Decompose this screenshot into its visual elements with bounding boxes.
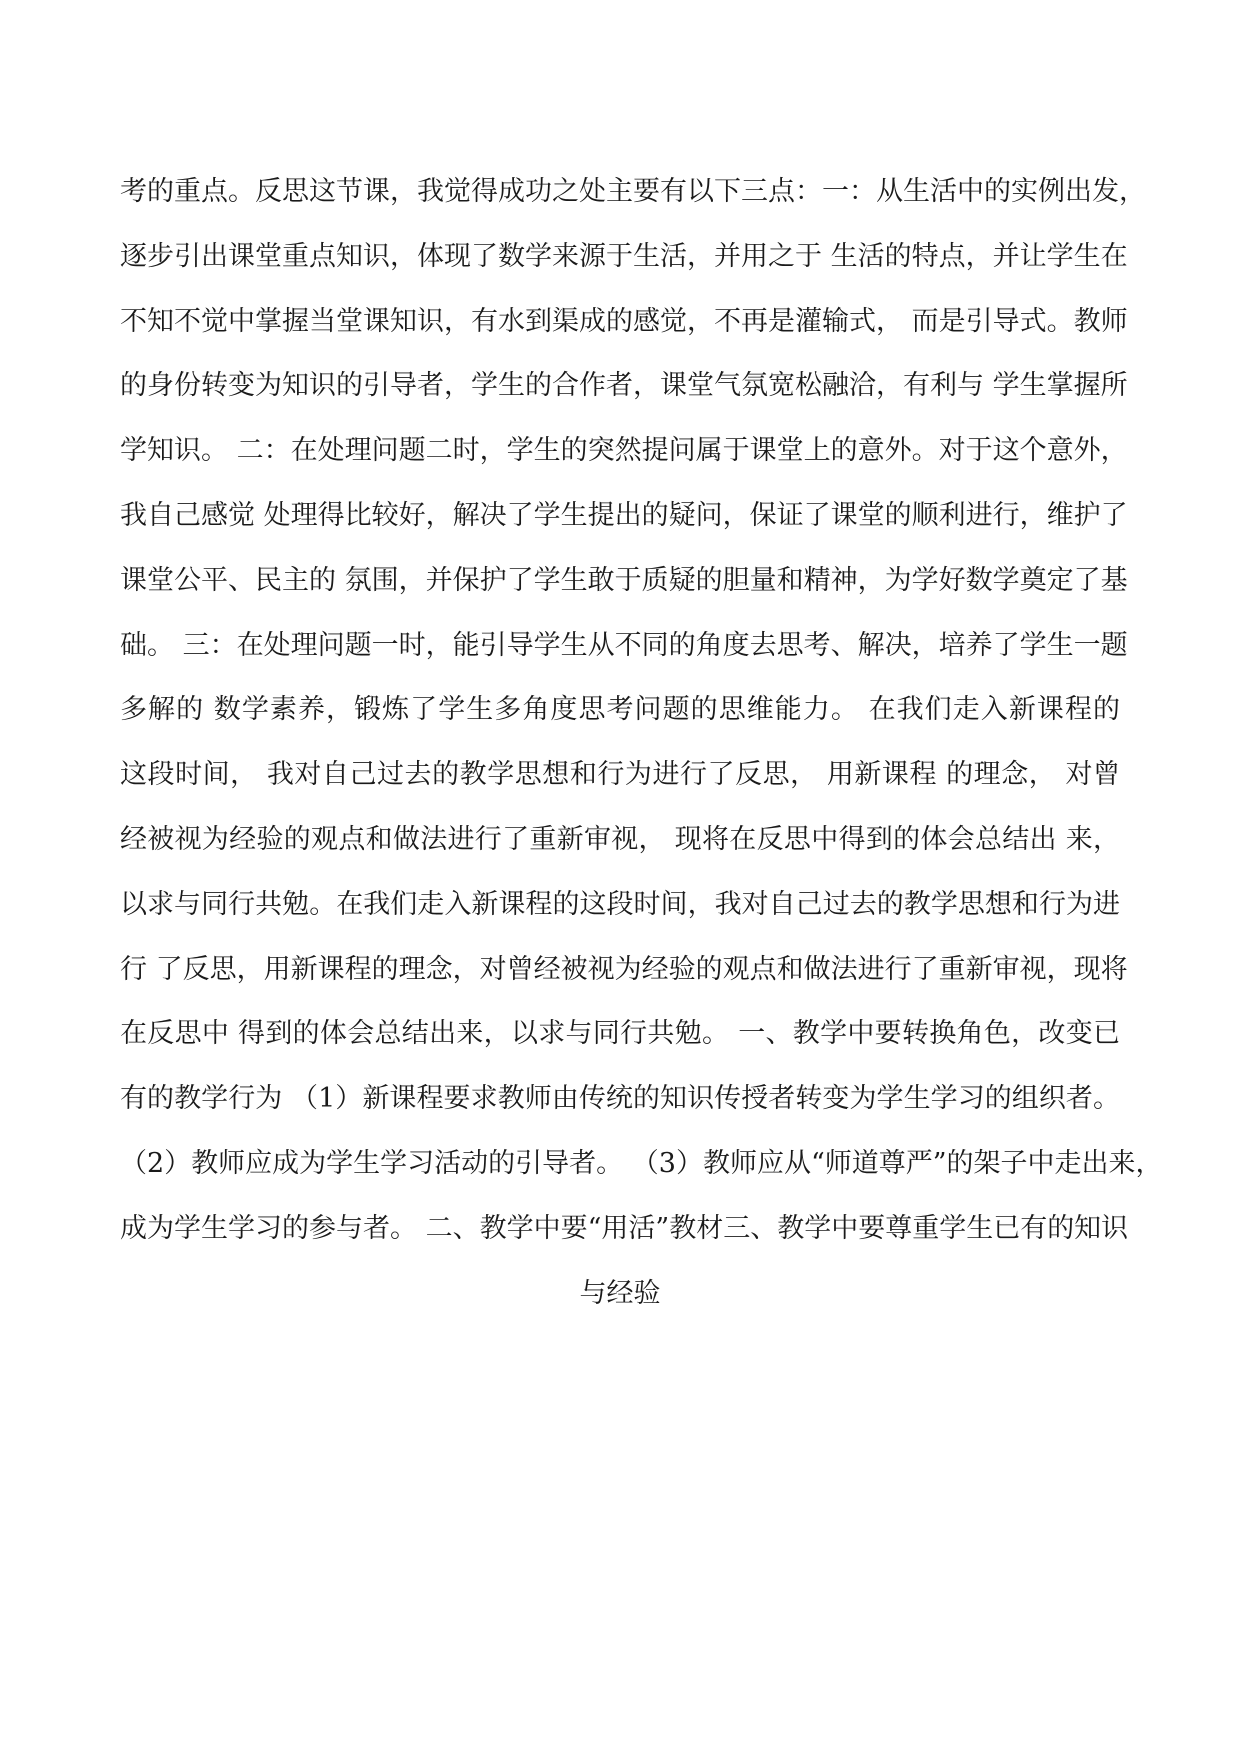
text-line-2: 逐步引出课堂重点知识，体现了数学来源于生活，并用之于 生活的特点，并让学生在	[120, 240, 1128, 272]
text-line-1: 考的重点。反思这节课，我觉得成功之处主要有以下三点：一：从生活中的实例出发，	[120, 176, 1146, 207]
text-line-12: 以求与同行共勉。在我们走入新课程的这段时间，我对自己过去的教学思想和行为进	[120, 888, 1120, 920]
text-line-16: （2）教师应成为学生学习活动的引导者。 （3）教师应从“师道尊严”的架子中走出来，	[120, 1147, 1163, 1179]
text-line-10: 这段时间， 我对自己过去的教学思想和行为进行了反思， 用新课程 的理念， 对曾	[120, 759, 1120, 791]
text-line-3: 不知不觉中掌握当堂课知识，有水到渠成的感觉，不再是灌输式， 而是引导式。教师	[120, 305, 1128, 337]
body-text	[120, 160, 1163, 1326]
text-line-17: 成为学生学习的参与者。 二、教学中要“用活”教材三、教学中要尊重学生已有的知识	[120, 1212, 1129, 1244]
text-line-5: 学知识。 二：在处理问题二时，学生的突然提问属于课堂上的意外。对于这个意外，	[120, 435, 1128, 467]
text-line-7: 课堂公平、民主的 氛围，并保护了学生敢于质疑的胆量和精神，为学好数学奠定了基	[120, 564, 1128, 596]
text-line-4: 的身份转变为知识的引导者，学生的合作者，课堂气氛宽松融洽，有利与 学生掌握所	[120, 370, 1128, 402]
text-line-9: 多解的 数学素养，锻炼了学生多角度思考问题的思维能力。 在我们走入新课程的	[120, 694, 1120, 726]
text-line-6: 我自己感觉 处理得比较好，解决了学生提出的疑问，保证了课堂的顺利进行，维护了	[120, 499, 1128, 531]
text-line-15: 有的教学行为 （1）新课程要求教师由传统的知识传授者转变为学生学习的组织者。	[120, 1083, 1120, 1115]
text-line-8: 础。 三：在处理问题一时，能引导学生从不同的角度去思考、解决，培养了学生一题	[120, 629, 1128, 661]
text-line-11: 经被视为经验的观点和做法进行了重新审视， 现将在反思中得到的体会总结出 来，	[120, 823, 1120, 855]
text-line-18: 与经验	[579, 1277, 661, 1309]
text-line-14: 在反思中 得到的体会总结出来，以求与同行共勉。 一、教学中要转换角色，改变已	[120, 1018, 1120, 1050]
text-line-13: 行 了反思，用新课程的理念，对曾经被视为经验的观点和做法进行了重新审视，现将	[120, 953, 1128, 985]
